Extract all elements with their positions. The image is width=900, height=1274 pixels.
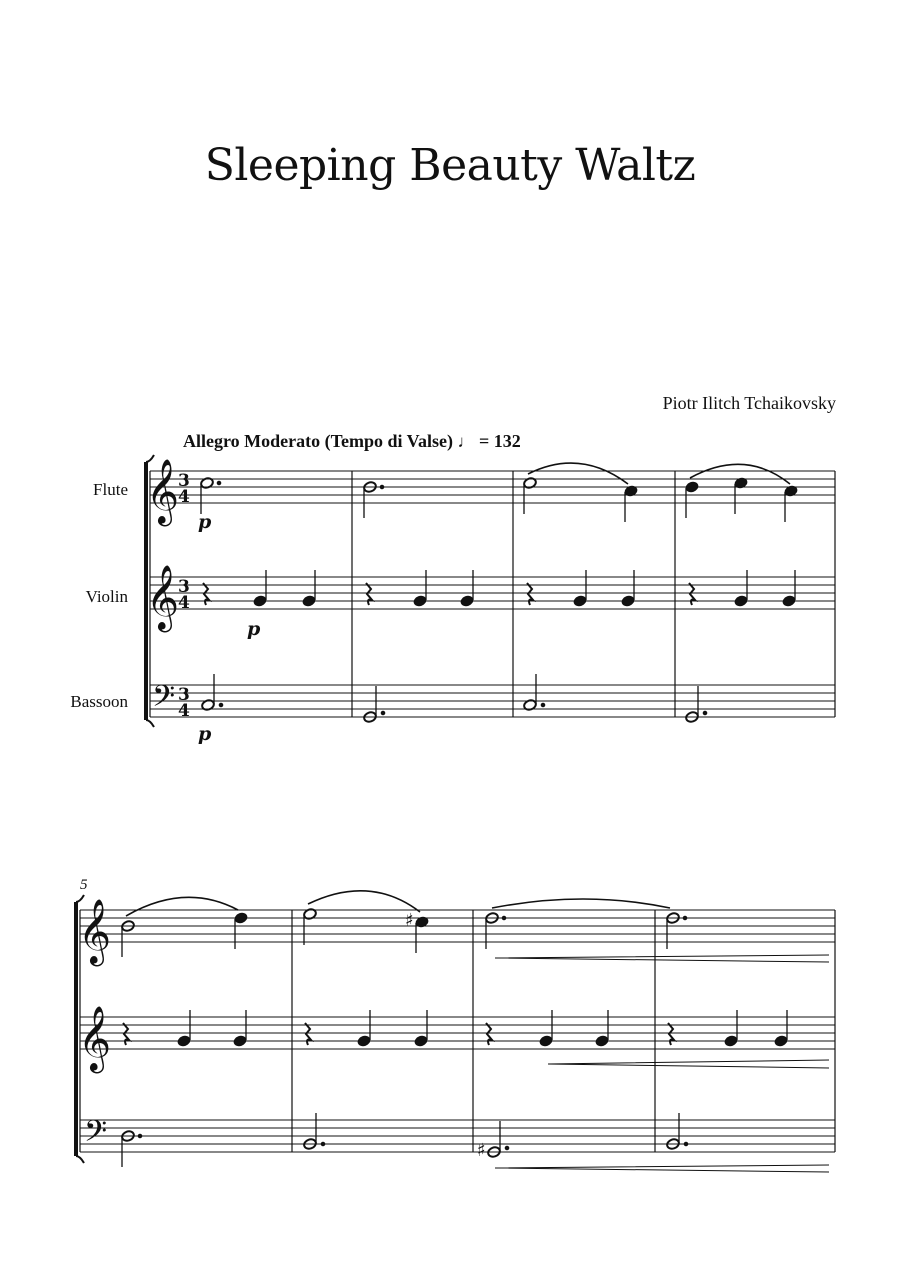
augmentation-dot	[684, 1142, 688, 1146]
tempo-text: Allegro Moderato (Tempo di Valse)	[183, 431, 453, 451]
time-signature-top: 3	[178, 577, 190, 597]
treble-clef-icon: 𝄞	[146, 565, 180, 630]
decrescendo-hairpin	[495, 955, 829, 962]
sharp-icon: ♯	[477, 1140, 486, 1161]
quarter-rest-icon	[486, 1023, 492, 1045]
measure-number: 5	[80, 877, 88, 893]
bracket-hook-bottom	[76, 1156, 84, 1163]
augmentation-dot	[380, 485, 384, 489]
bracket-hook-bottom	[146, 720, 154, 727]
note-head	[357, 1035, 371, 1048]
violin-notes-system-2	[123, 1010, 829, 1068]
note-head	[685, 481, 699, 494]
note-head	[413, 595, 427, 608]
slur	[126, 897, 238, 916]
note-head	[774, 1035, 788, 1048]
staff-flute	[150, 471, 835, 503]
augmentation-dot	[502, 916, 506, 920]
time-signature-top: 3	[178, 685, 190, 705]
note-head	[302, 595, 316, 608]
decrescendo-hairpin	[495, 1165, 829, 1172]
augmentation-dot	[219, 703, 223, 707]
dynamic-marking: p	[198, 511, 212, 533]
composer-name: Piotr Ilitch Tchaikovsky	[662, 393, 836, 413]
note-head	[177, 1035, 191, 1048]
augmentation-dot	[541, 703, 545, 707]
note-head	[539, 1035, 553, 1048]
augmentation-dot	[703, 711, 707, 715]
quarter-rest-icon	[305, 1023, 311, 1045]
barlines	[80, 910, 835, 1152]
note-head	[233, 1035, 247, 1048]
treble-clef-icon: 𝄞	[146, 459, 180, 524]
note-head	[460, 595, 474, 608]
time-signature-bottom: 4	[178, 593, 190, 613]
time-signature-bottom: 4	[178, 701, 190, 721]
augmentation-dot	[683, 916, 687, 920]
flute-notes-system-1	[200, 463, 798, 522]
note-head	[734, 595, 748, 608]
note-head	[253, 595, 267, 608]
tie	[492, 899, 670, 908]
bass-clef-icon: 𝄢	[84, 1115, 108, 1156]
instrument-label-bassoon: Bassoon	[70, 692, 128, 711]
quarter-note-icon: ♩	[457, 432, 475, 451]
violin-notes-system-1	[203, 570, 796, 607]
quarter-rest-icon	[366, 583, 372, 605]
quarter-rest-icon	[527, 583, 533, 605]
bassoon-notes-system-2	[121, 1113, 829, 1172]
quarter-rest-icon	[668, 1023, 674, 1045]
augmentation-dot	[217, 481, 221, 485]
decrescendo-hairpin	[548, 1060, 829, 1068]
staff-bassoon	[80, 1120, 835, 1152]
time-signature-bottom: 4	[178, 487, 190, 507]
treble-clef-icon: 𝄞	[78, 1006, 112, 1071]
staff-violin	[150, 577, 835, 609]
staff-bassoon	[150, 685, 835, 717]
score-title: Sleeping Beauty Waltz	[204, 140, 696, 191]
note-head	[414, 1035, 428, 1048]
dynamic-marking: p	[247, 618, 261, 640]
note-head	[234, 912, 248, 925]
sharp-icon: ♯	[405, 910, 414, 931]
staff-violin	[80, 1017, 835, 1049]
bass-clef-icon: 𝄢	[152, 680, 176, 721]
notation-line	[178, 471, 190, 721]
barlines	[150, 471, 835, 717]
augmentation-dot	[505, 1146, 509, 1150]
instrument-label-flute: Flute	[93, 480, 128, 499]
note-head	[621, 595, 635, 608]
note-head	[724, 1035, 738, 1048]
augmentation-dot	[321, 1142, 325, 1146]
quarter-rest-icon	[689, 583, 695, 605]
note-head	[573, 595, 587, 608]
bassoon-notes-system-1	[201, 674, 707, 723]
slur	[308, 891, 420, 912]
staff-flute	[80, 910, 835, 942]
quarter-rest-icon	[123, 1023, 129, 1045]
system-1	[146, 455, 835, 727]
tempo-bpm: = 132	[479, 431, 521, 451]
time-signature-top: 3	[178, 471, 190, 491]
note-head	[782, 595, 796, 608]
augmentation-dot	[381, 711, 385, 715]
treble-clef-icon: 𝄞	[78, 899, 112, 964]
augmentation-dot	[138, 1134, 142, 1138]
quarter-rest-icon	[203, 583, 209, 605]
note-head	[595, 1035, 609, 1048]
slur	[528, 463, 628, 484]
instrument-label-violin: Violin	[85, 587, 128, 606]
dynamic-marking: p	[198, 723, 212, 745]
